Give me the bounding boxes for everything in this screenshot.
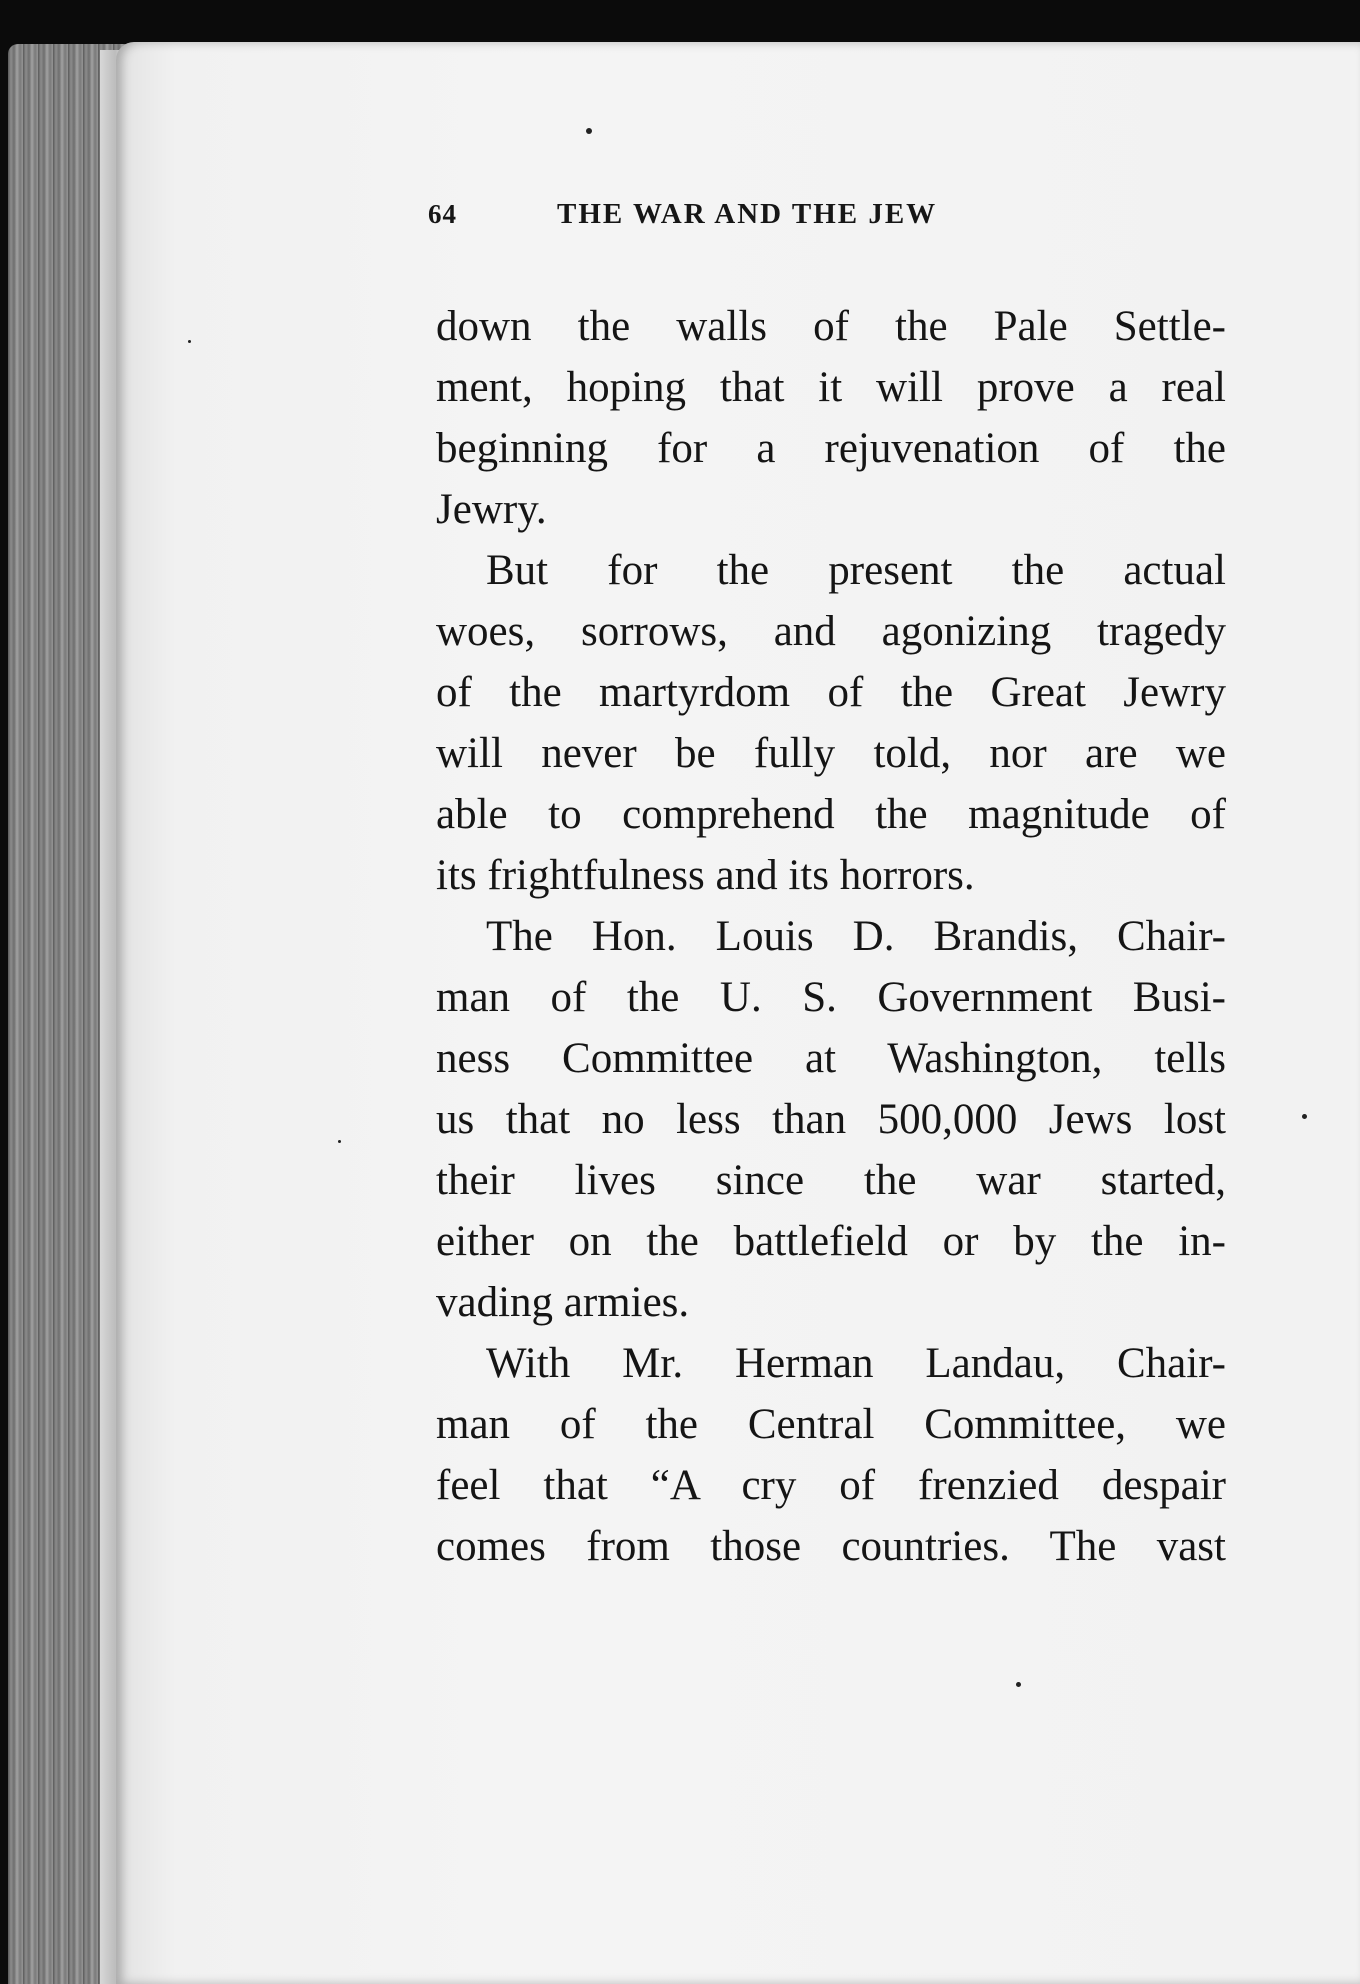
text-line: vading armies.	[436, 1279, 690, 1326]
text-line: man of the Central Committee, we	[436, 1401, 1226, 1448]
running-title: THE WAR AND THE JEW	[557, 198, 938, 230]
text-line: feel that “A cry of frenzied despair	[436, 1462, 1226, 1509]
page-number: 64	[428, 199, 457, 229]
text-line: its frightfulness and its horrors.	[436, 852, 975, 899]
text-line: comes from those countries. The vast	[436, 1523, 1226, 1570]
dust-speck	[1302, 1114, 1307, 1119]
text-line: able to comprehend the magnitude of	[436, 791, 1226, 838]
text-line: beginning for a rejuvenation of the	[436, 425, 1226, 472]
text-line: either on the battlefield or by the in-	[436, 1218, 1226, 1265]
dust-speck	[1016, 1682, 1021, 1687]
text-line: down the walls of the Pale Settle-	[436, 303, 1226, 350]
text-line: ness Committee at Washington, tells	[436, 1035, 1226, 1082]
text-line: of the martyrdom of the Great Jewry	[436, 669, 1226, 716]
text-line: us that no less than 500,000 Jews lost	[436, 1096, 1226, 1143]
text-line: man of the U. S. Government Busi-	[436, 974, 1226, 1021]
text-line: woes, sorrows, and agonizing tragedy	[436, 608, 1226, 655]
text-line: ment, hoping that it will prove a real	[436, 364, 1226, 411]
text-line: The Hon. Louis D. Brandis, Chair-	[486, 913, 1226, 960]
text-line: With Mr. Herman Landau, Chair-	[486, 1340, 1226, 1387]
dust-speck	[188, 340, 191, 343]
body-text	[436, 296, 1226, 1577]
text-line: Jewry.	[436, 486, 547, 533]
running-head	[428, 198, 1058, 238]
text-line: their lives since the war started,	[436, 1157, 1226, 1204]
text-line: But for the present the actual	[486, 547, 1226, 594]
text-line: will never be fully told, nor are we	[436, 730, 1226, 777]
dust-speck	[586, 128, 592, 134]
dust-speck	[338, 1140, 341, 1143]
